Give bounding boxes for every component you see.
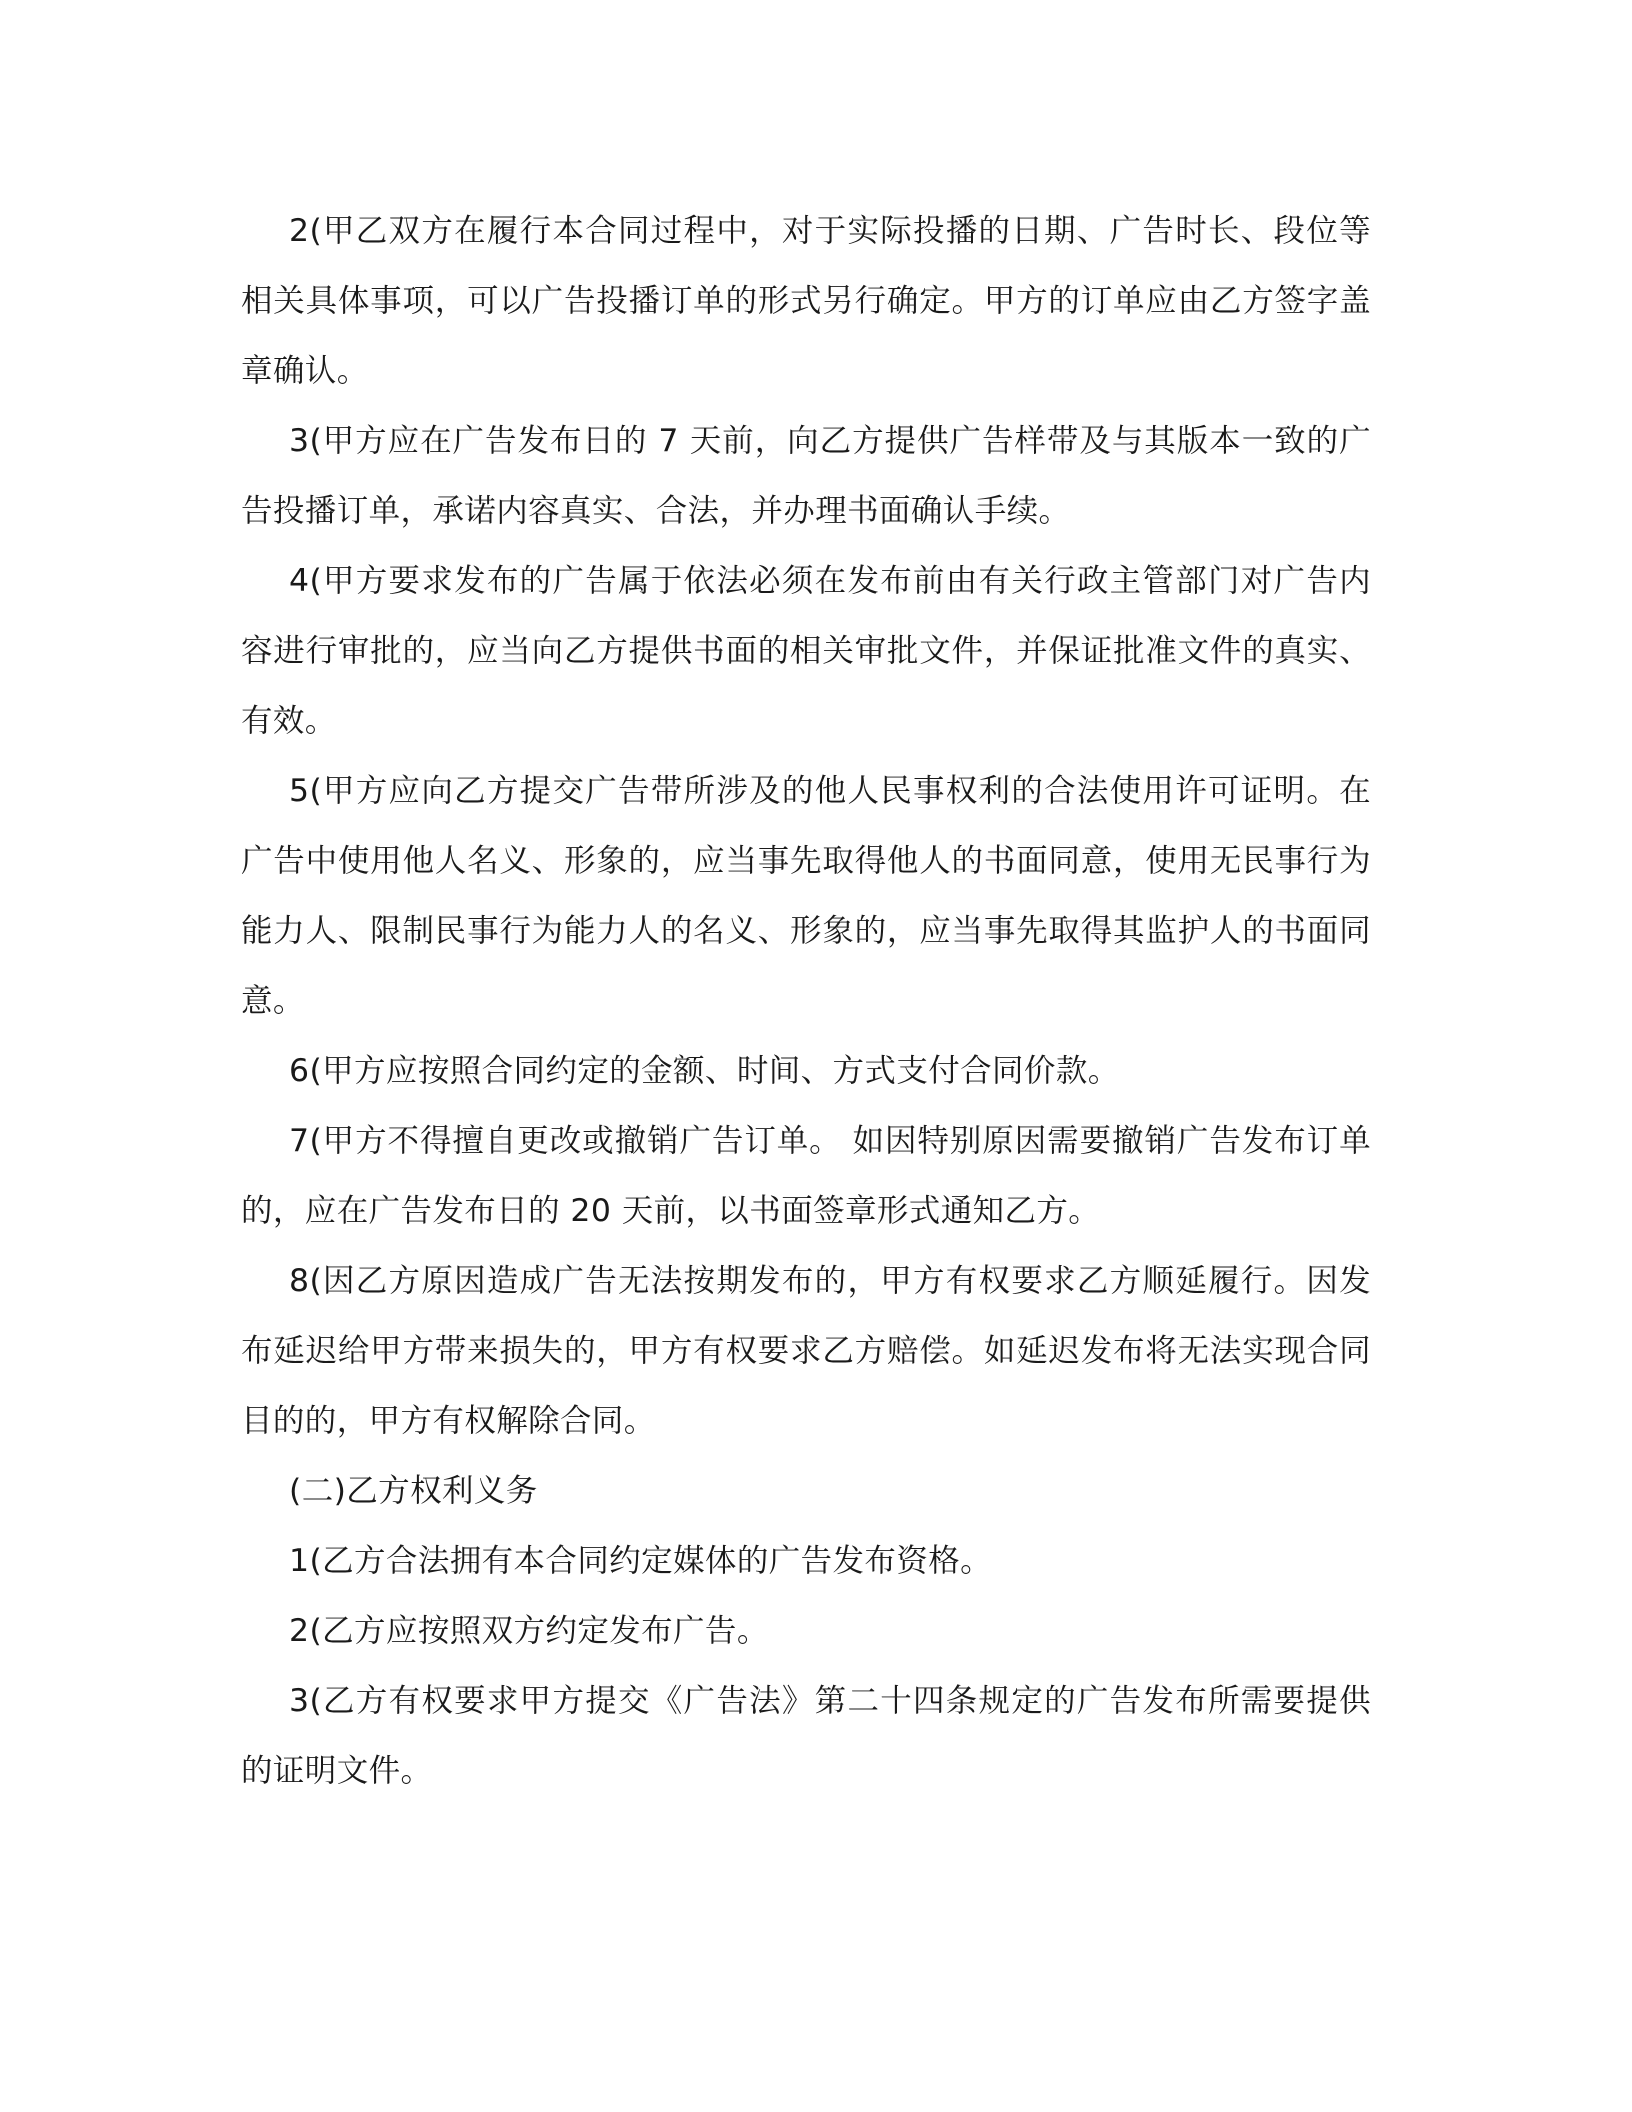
section-heading-party-b: (二)乙方权利义务: [289, 1473, 538, 1509]
paragraph-a-4: 4(甲方要求发布的广告属于依法必须在发布前由有关行政主管部门对广告内容进行审批的，应当向乙方提供书面的相关审批文件，并保证批准文件的真实、有效。: [241, 563, 1371, 739]
paragraph-a-6: 6(甲方应按照合同约定的金额、时间、方式支付合同价款。: [289, 1053, 1120, 1089]
paragraph-a-2: 2(甲乙双方在履行本合同过程中，对于实际投播的日期、广告时长、段位等相关具体事项，可以广告投播订单的形式另行确定。甲方的订单应由乙方签字盖章确认。: [241, 213, 1371, 389]
paragraph-a-5: 5(甲方应向乙方提交广告带所涉及的他人民事权利的合法使用许可证明。在广告中使用他人名义、形象的，应当事先取得他人的书面同意，使用无民事行为能力人、限制民事行为能力人的名义、形象的，应当事先取得其监护人的书面同意。: [241, 773, 1371, 1019]
paragraph-b-3: 3(乙方有权要求甲方提交《广告法》第二十四条规定的广告发布所需要提供的证明文件。: [241, 1683, 1371, 1789]
document-body: [241, 196, 1371, 1806]
paragraph-a-7: 7(甲方不得擅自更改或撤销广告订单。 如因特别原因需要撤销广告发布订单的，应在广告发布日的 20 天前，以书面签章形式通知乙方。: [241, 1123, 1371, 1229]
paragraph-b-1: 1(乙方合法拥有本合同约定媒体的广告发布资格。: [289, 1543, 993, 1579]
paragraph-a-3: 3(甲方应在广告发布日的 7 天前，向乙方提供广告样带及与其版本一致的广告投播订单，承诺内容真实、合法，并办理书面确认手续。: [241, 423, 1371, 529]
paragraph-a-8: 8(因乙方原因造成广告无法按期发布的，甲方有权要求乙方顺延履行。因发布延迟给甲方带来损失的，甲方有权要求乙方赔偿。如延迟发布将无法实现合同目的的，甲方有权解除合同。: [241, 1263, 1371, 1439]
paragraph-b-2: 2(乙方应按照双方约定发布广告。: [289, 1613, 769, 1649]
